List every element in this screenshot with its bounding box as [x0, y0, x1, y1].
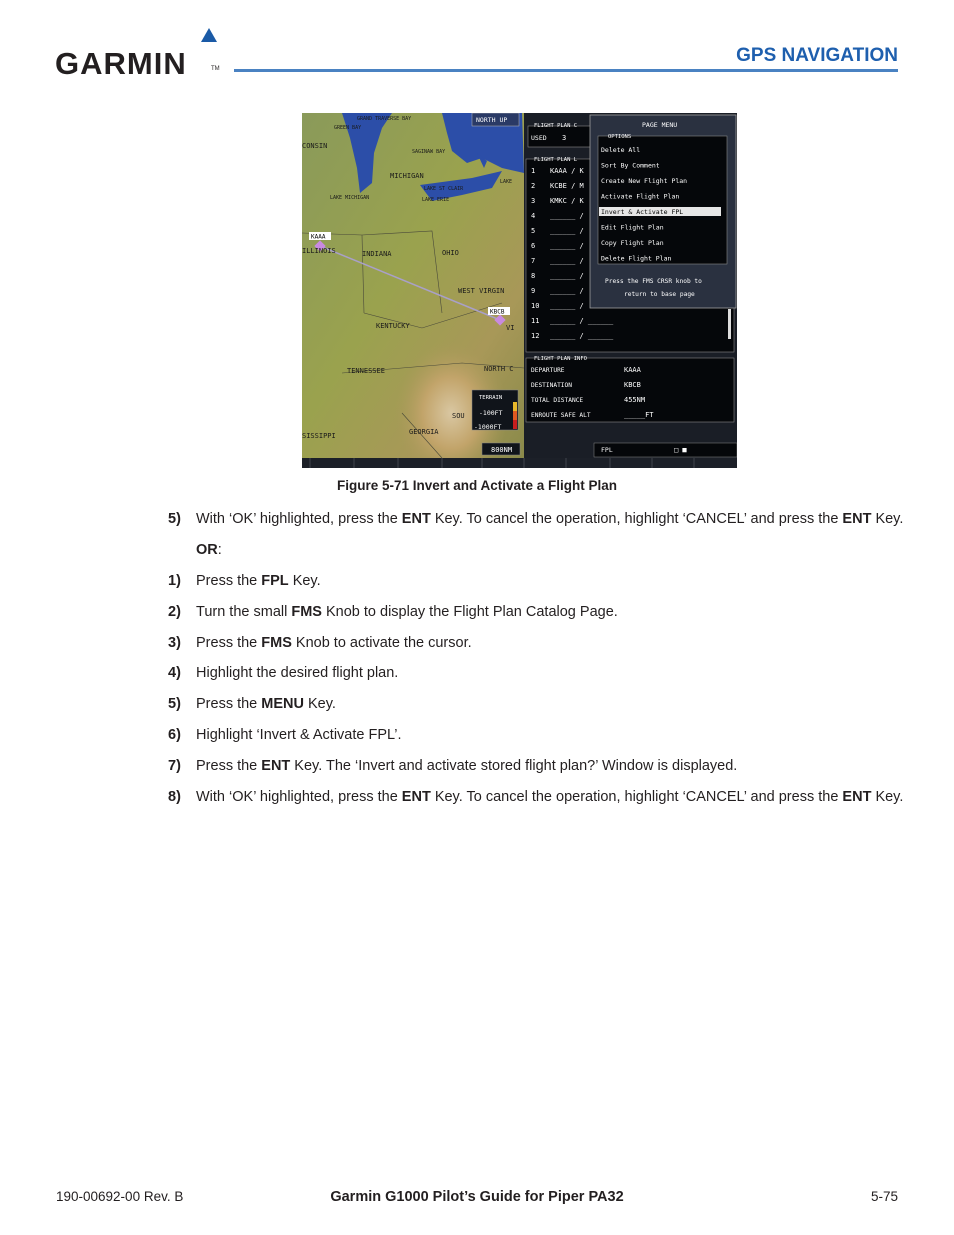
step-text-part: Knob to display the Flight Plan Catalog Page. [321, 604, 618, 620]
step-number: 2) [168, 604, 181, 620]
list-scrollbar[interactable] [728, 309, 731, 339]
flight-plan-route[interactable]: ______ / [550, 212, 584, 220]
map-label: VI [506, 324, 515, 332]
flight-plan-number: 1 [531, 167, 536, 175]
flight-plan-route[interactable]: ______ / [550, 272, 584, 280]
menu-item[interactable]: Sort By Comment [601, 161, 660, 170]
flight-plan-route[interactable]: ______ / [550, 257, 584, 265]
info-label: DESTINATION [531, 382, 572, 389]
info-label: ENROUTE SAFE ALT [531, 412, 591, 419]
step-text-part: Key. [288, 573, 321, 589]
info-label: TOTAL DISTANCE [531, 397, 584, 404]
terrain-legend [472, 390, 518, 431]
terrain-level: -100FT [479, 409, 503, 417]
menu-footer-line2: return to base page [624, 291, 695, 298]
map-label: SOU [452, 412, 465, 420]
step-text-part: Press the [196, 696, 262, 712]
flight-plan-route[interactable]: ______ / ______ [550, 317, 614, 325]
flight-plan-number: 5 [531, 227, 536, 235]
map-label: OHIO [442, 249, 459, 257]
step-text-part: : [217, 542, 222, 558]
menu-footer-line1: Press the FMS CRSR knob to [605, 278, 702, 285]
map-label: NORTH C [484, 365, 514, 373]
map-label: LAKE MICHIGAN [330, 195, 370, 201]
doc-number: 190-00692-00 Rev. B [56, 1189, 184, 1204]
step-text [196, 694, 336, 714]
step-key-name: FMS [261, 635, 292, 651]
logo-text: GARMIN [55, 46, 187, 81]
flight-plan-route[interactable]: ______ / [550, 242, 584, 250]
step-number: 4) [168, 665, 181, 681]
menu-item[interactable]: Edit Flight Plan [601, 223, 664, 232]
north-up-indicator: NORTH UP [476, 116, 508, 124]
flight-plan-route[interactable]: KMKC / K [550, 197, 584, 205]
logo-triangle-icon [201, 28, 217, 42]
info-value: KAAA [624, 366, 641, 374]
step-key-name: ENT [261, 758, 291, 774]
menu-item[interactable]: Activate Flight Plan [601, 192, 680, 201]
step-text-part: Press the [196, 635, 262, 651]
map-label: SISSIPPI [302, 432, 336, 440]
map-label: LAKE ST CLAIR [424, 186, 464, 192]
g1000-screenshot [302, 113, 737, 468]
step-number: 1) [168, 573, 181, 589]
step-text-part: Press the [196, 758, 262, 774]
step-text [196, 633, 472, 653]
step-text [196, 602, 618, 622]
flight-plan-number: 12 [531, 332, 540, 340]
options-label: OPTIONS [608, 134, 632, 140]
step-number: 6) [168, 727, 181, 743]
info-value: _____FT [624, 411, 654, 419]
status-indicator: □ ■ [674, 446, 687, 454]
page-number: 5-75 [870, 1189, 898, 1204]
map-label: LAKE [500, 179, 513, 185]
menu-item[interactable]: Copy Flight Plan [601, 239, 664, 247]
header-rule [234, 69, 898, 72]
step-number: 5) [168, 696, 181, 712]
step-text [196, 571, 321, 591]
step-text [196, 725, 402, 745]
map-label: GREEN BAY [334, 125, 362, 131]
flight-plan-route[interactable]: ______ / [550, 302, 584, 310]
step-text-part: Key. [871, 511, 904, 527]
step-text-part: Key. To cancel the operation, highlight ‘CANCEL’ and press the [430, 511, 843, 527]
section-title: GPS NAVIGATION [736, 45, 898, 66]
logo-trademark: TM [211, 66, 220, 72]
step-key-name: OR [196, 542, 218, 558]
map-label: TENNESSEE [347, 367, 385, 375]
step-number: 5) [168, 511, 181, 527]
menu-item[interactable]: Invert & Activate FPL [601, 208, 684, 216]
figure-caption: Figure 5-71 Invert and Activate a Flight Plan [336, 478, 618, 493]
flight-plan-route[interactable]: ______ / [550, 227, 584, 235]
step-text-part: Press the [196, 573, 262, 589]
used-value: 3 [562, 134, 567, 142]
catalog-title: FLIGHT PLAN C [534, 123, 578, 129]
step-key-name: ENT [842, 511, 872, 527]
step-text [196, 787, 903, 807]
step-key-name: FMS [291, 604, 322, 620]
info-title: FLIGHT PLAN INFO [534, 356, 587, 362]
flight-plan-route[interactable]: ______ / ______ [550, 332, 614, 340]
terrain-title: TERRAIN [479, 395, 503, 401]
step-text-part: Turn the small [196, 604, 292, 620]
flight-plan-route[interactable]: KCBE / M [550, 182, 584, 190]
map-label: ILLINOIS [302, 247, 336, 255]
step-text-part: Key. To cancel the operation, highlight ‘CANCEL’ and press the [430, 789, 843, 805]
map-label: CONSIN [302, 142, 328, 150]
step-text-part: Highlight ‘Invert & Activate FPL’. [196, 727, 402, 743]
info-value: 455NM [624, 396, 646, 404]
flight-plan-number: 7 [531, 257, 536, 265]
flight-plan-number: 11 [531, 317, 540, 325]
step-text [196, 756, 737, 776]
map-label: KENTUCKY [376, 322, 410, 330]
info-label: DEPARTURE [531, 367, 565, 374]
step-key-name: FPL [261, 573, 289, 589]
flight-plan-route[interactable]: KAAA / K [550, 167, 584, 175]
status-fpl: FPL [601, 446, 613, 454]
used-label: USED [531, 134, 547, 142]
step-key-name: ENT [842, 789, 872, 805]
flight-plan-number: 8 [531, 272, 536, 280]
step-number: 7) [168, 758, 181, 774]
map-label: WEST VIRGIN [458, 287, 505, 295]
flight-plan-number: 9 [531, 287, 536, 295]
map-label: INDIANA [362, 250, 392, 258]
doc-title: Garmin G1000 Pilot’s Guide for Piper PA32 [330, 1189, 624, 1205]
flight-plan-number: 6 [531, 242, 536, 250]
step-key-name: ENT [401, 789, 431, 805]
flight-plan-number: 10 [531, 302, 540, 310]
list-title: FLIGHT PLAN L [534, 157, 578, 163]
map-label: SAGINAW BAY [412, 149, 446, 155]
step-text-part: Knob to activate the cursor. [291, 635, 472, 651]
map-label: LAKE ERIE [422, 197, 450, 203]
step-text-part: With ‘OK’ highlighted, press the [196, 789, 402, 805]
map-label: GEORGIA [409, 428, 439, 436]
step-text [196, 663, 398, 683]
menu-item[interactable]: Create New Flight Plan [601, 177, 688, 185]
flight-plan-number: 3 [531, 197, 536, 205]
step-text [196, 509, 903, 529]
step-text-part: Key. [303, 696, 336, 712]
step-text-part: Highlight the desired flight plan. [196, 665, 399, 681]
garmin-logo [55, 26, 225, 81]
step-text-part: Key. The ‘Invert and activate stored flight plan?’ Window is displayed. [290, 758, 738, 774]
step-text-part: Key. [871, 789, 904, 805]
info-value: KBCB [624, 381, 641, 389]
flight-plan-number: 2 [531, 182, 536, 190]
step-text [196, 540, 222, 560]
step-key-name: MENU [261, 696, 304, 712]
map-range: 800NM [491, 446, 513, 454]
terrain-level: -1000FT [474, 423, 502, 431]
menu-item[interactable]: Delete All [601, 146, 641, 154]
step-text-part: With ‘OK’ highlighted, press the [196, 511, 402, 527]
map-label: MICHIGAN [390, 172, 424, 180]
flight-plan-number: 4 [531, 212, 536, 220]
page-menu-title: PAGE MENU [642, 121, 678, 129]
waypoint-kbcb: KBCB [490, 308, 505, 316]
step-number: 3) [168, 635, 181, 651]
flight-plan-route[interactable]: ______ / [550, 287, 584, 295]
step-number: 8) [168, 789, 181, 805]
step-key-name: ENT [401, 511, 431, 527]
menu-item[interactable]: Delete Flight Plan [601, 254, 672, 263]
waypoint-kaaa: KAAA [311, 233, 326, 241]
map-label: GRAND TRAVERSE BAY [357, 116, 412, 122]
